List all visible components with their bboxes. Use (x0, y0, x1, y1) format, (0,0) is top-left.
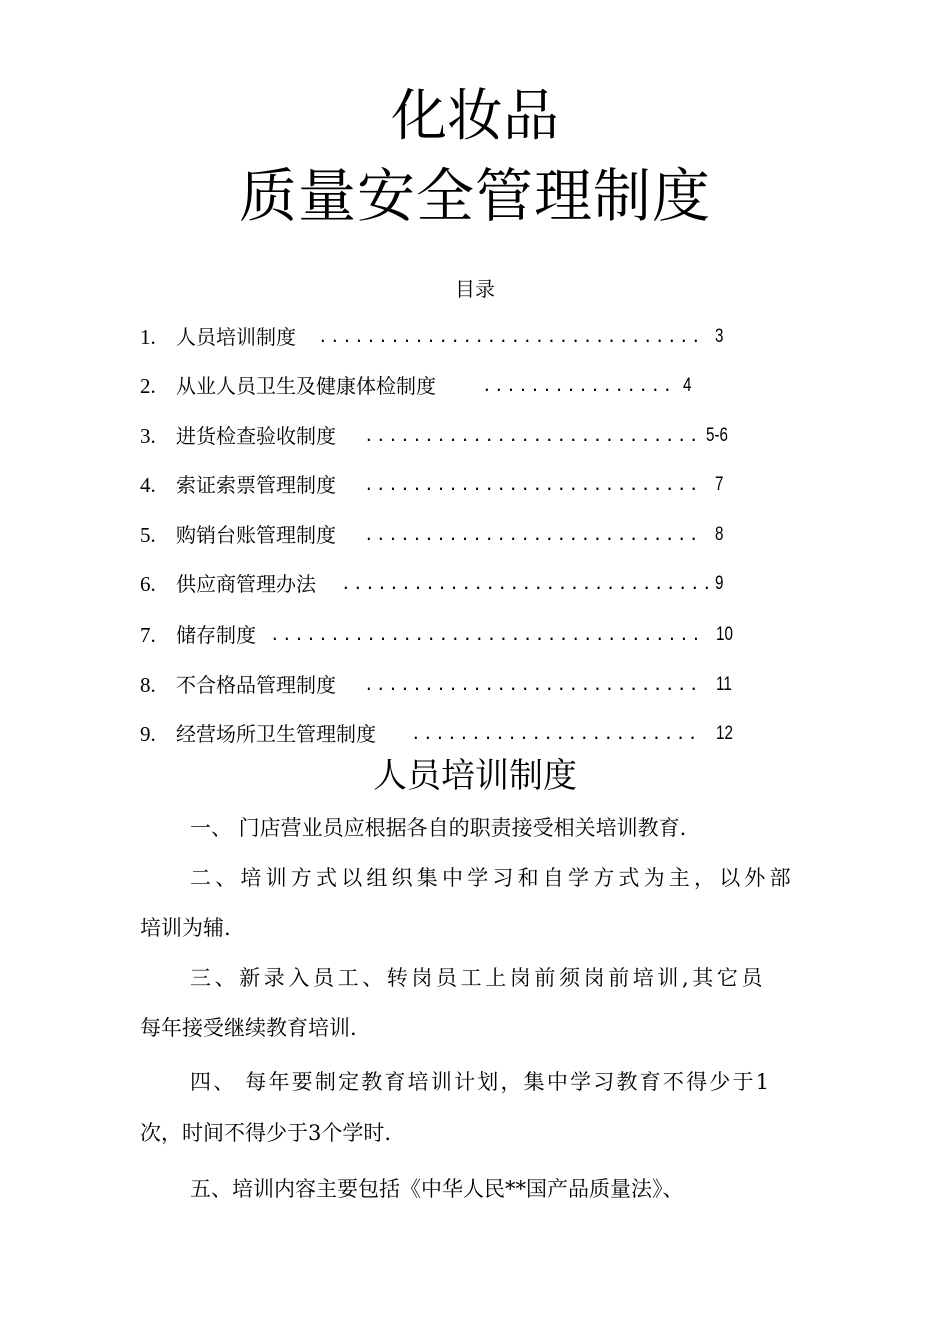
toc-item-title: 从业人员卫生及健康体检制度 (176, 374, 436, 398)
toc-item-title: 不合格品管理制度 (176, 673, 336, 697)
toc-item-number: 6. (140, 572, 156, 596)
toc-item-number: 4. (140, 473, 156, 497)
toc-item-page: 7 (715, 474, 724, 495)
toc-item-page: 11 (716, 674, 732, 695)
toc-item[interactable] (140, 670, 760, 700)
toc-item-number: 3. (140, 424, 156, 448)
toc-item-leader: ............................ (364, 675, 701, 694)
toc-item-page: 8 (715, 524, 724, 545)
toc-item-number: 1. (140, 325, 156, 349)
toc-item[interactable] (140, 371, 760, 401)
toc-item-title: 储存制度 (176, 623, 256, 647)
toc-item[interactable] (140, 520, 760, 550)
toc-item-leader: .................................... (270, 625, 704, 644)
toc-item-leader: ............................... (341, 574, 715, 593)
toc-item-leader: ........................ (411, 724, 700, 743)
toc-item-page: 10 (716, 624, 733, 645)
toc-item-leader: ............................ (364, 426, 701, 445)
paragraph-1: 一、 门店营业员应根据各自的职责接受相关培训教育. (190, 816, 687, 840)
toc-item-page: 5-6 (706, 425, 728, 446)
paragraph-3-line1: 三、新录入员工、转岗员工上岗前须岗前培训,其它员 (190, 966, 767, 990)
toc-item-title: 购销台账管理制度 (176, 523, 336, 547)
document-title-line2: 质量安全管理制度 (238, 162, 711, 230)
paragraph-5: 五、培训内容主要包括《中华人民**国产品质量法》、 (190, 1177, 684, 1201)
document-title-line1: 化妆品 (391, 84, 559, 149)
toc-item-page: 9 (715, 573, 724, 594)
paragraph-4-line2: 次，时间不得少于3个学时. (140, 1121, 392, 1145)
section-heading: 人员培训制度 (373, 756, 577, 796)
toc-item[interactable] (140, 620, 760, 650)
toc-item-number: 8. (140, 673, 156, 697)
paragraph-3-line2: 每年接受继续教育培训. (140, 1016, 357, 1040)
paragraph-2-line2: 培训为辅. (140, 916, 231, 940)
toc-item-title: 进货检查验收制度 (176, 424, 336, 448)
paragraph-4-line1: 四、 每年要制定教育培训计划，集中学习教育不得少于1 (190, 1070, 772, 1094)
toc-item[interactable] (140, 569, 760, 599)
toc-item-leader: ................................ (318, 327, 704, 346)
toc-item[interactable] (140, 719, 760, 749)
toc-item-page: 3 (715, 326, 724, 347)
toc-item-page: 4 (683, 375, 692, 396)
toc-item-title: 索证索票管理制度 (176, 473, 336, 497)
toc-item[interactable] (140, 470, 760, 500)
toc-item[interactable] (140, 322, 760, 352)
toc-item-title: 供应商管理办法 (176, 572, 316, 596)
toc-item-number: 7. (140, 623, 156, 647)
toc-item-leader: ............................ (364, 475, 701, 494)
toc-item-title: 人员培训制度 (176, 325, 296, 349)
toc-heading: 目录 (455, 277, 495, 301)
toc-item-number: 5. (140, 523, 156, 547)
toc-item-leader: ................ (482, 376, 675, 395)
toc-item-title: 经营场所卫生管理制度 (176, 722, 376, 746)
toc-item-number: 2. (140, 374, 156, 398)
toc-item-leader: ............................ (364, 525, 701, 544)
toc-item-number: 9. (140, 722, 156, 746)
paragraph-2-line1: 二、培训方式以组织集中学习和自学方式为主，以外部 (190, 866, 795, 890)
toc-item[interactable] (140, 421, 760, 451)
toc-item-page: 12 (716, 723, 733, 744)
